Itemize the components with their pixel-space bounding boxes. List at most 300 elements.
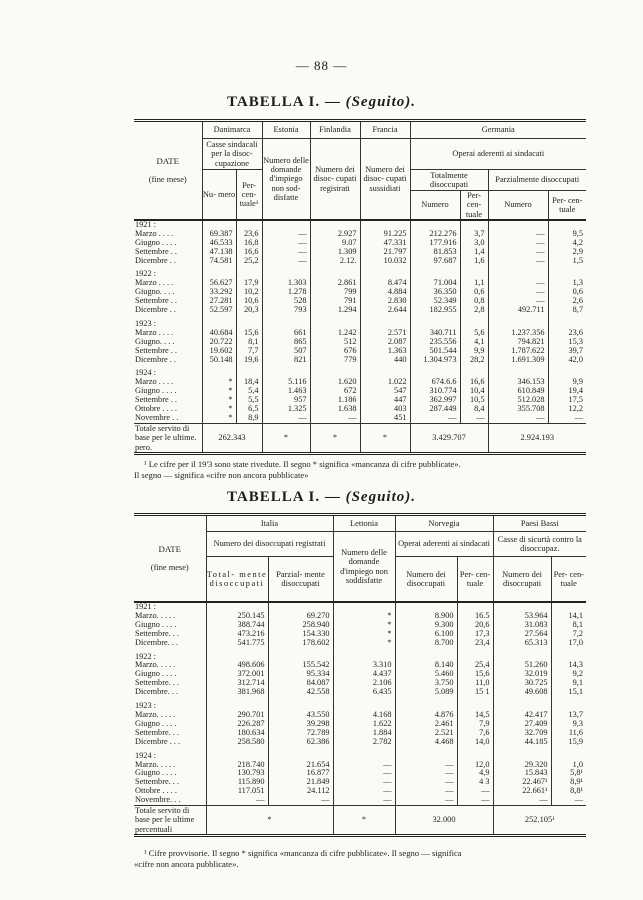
t1-total-francia: * [360, 423, 410, 452]
cell: 512.028 [488, 396, 548, 405]
row-label: Dicembre. . . [135, 688, 179, 697]
cell: 403 [360, 405, 410, 414]
cell: 27.281 [202, 297, 236, 306]
cell: 528 [262, 297, 310, 306]
cell: 15,9 [551, 738, 586, 747]
cell: 42.558 [268, 688, 333, 697]
cell: 10,2 [236, 288, 262, 297]
cell: 51.260 [493, 661, 551, 670]
cell [333, 752, 395, 761]
row-label: Novembre. . . [135, 796, 181, 805]
cell: 8,4 [460, 405, 488, 414]
cell: 1.242 [310, 329, 360, 338]
cell: 2.861 [310, 279, 360, 288]
t1-estonia-sub: Numero delle domande d'impiego non sod- disfatte [262, 139, 310, 219]
cell: 15,1 [551, 688, 586, 697]
cell: — [488, 297, 548, 306]
cell [310, 320, 360, 329]
cell: 21.797 [360, 248, 410, 257]
cell: 8,7 [548, 306, 586, 315]
cell: 32.709 [493, 729, 551, 738]
cell: 6,5 [236, 405, 262, 414]
cell [202, 220, 236, 230]
cell: 16,6 [236, 248, 262, 257]
row-label: Giugno . . . . [135, 719, 177, 728]
cell [202, 270, 236, 279]
cell: 15,3 [548, 338, 586, 347]
table-1 [134, 119, 586, 455]
cell: 17,0 [551, 639, 586, 648]
t1-totalmente-header: Totalmente disoccupati [410, 170, 488, 191]
table-row [134, 329, 586, 338]
cell: — [488, 414, 548, 423]
cell: 24.112 [268, 787, 333, 796]
cell [457, 702, 493, 711]
t2-footnote [134, 848, 592, 870]
cell: 4 3 [457, 778, 493, 787]
cell: 0,6 [548, 288, 586, 297]
cell: 451 [360, 414, 410, 423]
cell [493, 752, 551, 761]
table-row [134, 405, 586, 414]
cell: 11,6 [551, 729, 586, 738]
t2-norvegia-header: Norvegia [395, 515, 493, 532]
cell [262, 369, 310, 378]
cell [310, 270, 360, 279]
cell: 1.186 [310, 396, 360, 405]
cell: 447 [360, 396, 410, 405]
row-label: Ottobre . . . . [135, 405, 177, 414]
table-row [134, 621, 586, 630]
cell: 15.843 [493, 769, 551, 778]
cell: — [457, 787, 493, 796]
cell: 10.032 [360, 257, 410, 266]
cell: 52.597 [202, 306, 236, 315]
cell: 12,0 [457, 761, 493, 770]
t1-francia-header: Francia [360, 121, 410, 139]
cell: * [333, 612, 395, 621]
table-row [134, 630, 586, 639]
cell: 1.691.309 [488, 356, 548, 365]
year-row [134, 752, 586, 761]
year-row [134, 369, 586, 378]
cell: 5,5 [236, 396, 262, 405]
table-row [134, 239, 586, 248]
t2-total-lettonia: * [333, 806, 395, 835]
cell: 1.022 [360, 378, 410, 387]
cell: 1,0 [551, 761, 586, 770]
t1-date-header: DATE (fine mese) [134, 121, 202, 219]
cell: 2.106 [333, 679, 395, 688]
cell: 779 [310, 356, 360, 365]
table-row [134, 769, 586, 778]
table-2 [134, 513, 586, 837]
cell: 7,6 [457, 729, 493, 738]
cell [395, 653, 457, 662]
t1-total-row [134, 423, 586, 452]
row-label: Marzo. . . . . [135, 760, 176, 769]
cell [262, 220, 310, 230]
cell [206, 752, 268, 761]
t1-finlandia-header: Finlandia [310, 121, 360, 139]
t1-estonia-header: Estonia [262, 121, 310, 139]
table-row [134, 778, 586, 787]
cell: 53.964 [493, 612, 551, 621]
cell: 7,9 [457, 720, 493, 729]
cell: 5,8¹ [551, 769, 586, 778]
cell: 23,6 [548, 329, 586, 338]
cell [493, 702, 551, 711]
cell [410, 369, 460, 378]
cell: 3,0 [460, 239, 488, 248]
cell [206, 702, 268, 711]
cell: 20,3 [236, 306, 262, 315]
t1-perc3-header: Per- cen- tuale [548, 191, 586, 219]
cell: 9,9 [460, 347, 488, 356]
cell: 1.463 [262, 387, 310, 396]
row-label: Marzo . . . . [135, 229, 174, 238]
row-label: Dicembre. . . [135, 638, 179, 647]
cell [551, 653, 586, 662]
row-label: 1923 : [135, 319, 156, 328]
cell: 39,7 [548, 347, 586, 356]
cell: — [206, 796, 268, 805]
cell: 258.940 [268, 621, 333, 630]
cell: 2.461 [395, 720, 457, 729]
cell [206, 602, 268, 612]
cell: 15,6 [457, 670, 493, 679]
table-row [134, 378, 586, 387]
cell: * [202, 396, 236, 405]
cell: 52.349 [410, 297, 460, 306]
cell: 865 [262, 338, 310, 347]
cell: 1.303 [262, 279, 310, 288]
cell: 19,6 [236, 356, 262, 365]
cell: 440 [360, 356, 410, 365]
cell: 8,1 [551, 621, 586, 630]
cell: — [395, 796, 457, 805]
cell [548, 369, 586, 378]
cell: 22.661¹ [493, 787, 551, 796]
cell: 49.608 [493, 688, 551, 697]
t2-parzialmente-header: Parzial- mente disoccupati [268, 557, 333, 602]
cell: 43.550 [268, 711, 333, 720]
cell: 72.789 [268, 729, 333, 738]
t2-footnote-line-1: ¹ Cifre provvisorie. Il segno * significa «mancanza di cifre pubblicate». Il segno — significa [144, 848, 462, 858]
row-label: Giugno . . . . [135, 620, 177, 629]
cell: 4.168 [333, 711, 395, 720]
cell: 1.638 [310, 405, 360, 414]
row-label: 1922 : [135, 652, 156, 661]
cell: 180.634 [206, 729, 268, 738]
table-row [134, 720, 586, 729]
cell [410, 320, 460, 329]
row-label: 1924 : [135, 751, 156, 760]
cell: 4.876 [395, 711, 457, 720]
cell: 4.437 [333, 670, 395, 679]
cell: 19,4 [548, 387, 586, 396]
table-row [134, 230, 586, 239]
cell: 42,0 [548, 356, 586, 365]
cell: — [488, 257, 548, 266]
cell: 19.602 [202, 347, 236, 356]
year-row [134, 702, 586, 711]
row-label: 1922 : [135, 270, 156, 279]
cell: 8,9 [236, 414, 262, 423]
cell [460, 320, 488, 329]
row-label: Ottobre . . . . [135, 787, 177, 796]
t2-pb-sub: Casse di sicurtà contro la disoccupaz. [493, 532, 586, 557]
cell: — [488, 279, 548, 288]
row-label: Marzo. . . . . [135, 611, 176, 620]
row-label: Marzo . . . . [135, 328, 174, 337]
cell: 27.564 [493, 630, 551, 639]
cell: 541.775 [206, 639, 268, 648]
t2-italia-sub: Numero dei disoccupati registrati [206, 532, 333, 557]
cell: 12,2 [548, 405, 586, 414]
cell: 16.5 [457, 612, 493, 621]
cell: 507 [262, 347, 310, 356]
cell [488, 270, 548, 279]
cell: 9,2 [551, 670, 586, 679]
cell: 7,2 [551, 630, 586, 639]
row-label: Giugno. . . . [135, 337, 175, 346]
cell [333, 702, 395, 711]
table-row [134, 387, 586, 396]
row-label: Dicembre . . . [135, 737, 181, 746]
cell: 2.830 [360, 297, 410, 306]
cell: 791 [310, 297, 360, 306]
cell: 1,5 [548, 257, 586, 266]
t1-operai-header: Operai aderenti ai sindacati [410, 139, 586, 170]
cell [457, 752, 493, 761]
cell: 235.556 [410, 338, 460, 347]
cell [460, 369, 488, 378]
t2-totalmente-header: Total- mente disoccupati [206, 557, 268, 602]
cell: 2,8 [460, 306, 488, 315]
cell: 33.292 [202, 288, 236, 297]
cell: 14,1 [551, 612, 586, 621]
cell: 355.708 [488, 405, 548, 414]
cell [460, 270, 488, 279]
cell: — [262, 239, 310, 248]
cell [488, 220, 548, 230]
cell: 2.644 [360, 306, 410, 315]
cell: 547 [360, 387, 410, 396]
cell: 3,7 [460, 230, 488, 239]
cell: 10,6 [236, 297, 262, 306]
row-label: Settembre . . [135, 297, 177, 306]
row-label: Settembre. . . [135, 728, 180, 737]
cell: 0,8 [460, 297, 488, 306]
t1-total-parzialmente: 2.924.193 [488, 423, 586, 452]
cell: 16.877 [268, 769, 333, 778]
cell: 2.12. [310, 257, 360, 266]
cell: 16,6 [460, 378, 488, 387]
cell: 1,1 [460, 279, 488, 288]
cell [360, 270, 410, 279]
table-row [134, 396, 586, 405]
cell [488, 369, 548, 378]
cell: 610.849 [488, 387, 548, 396]
t2-numero-header: Numero dei disoccupati [395, 557, 457, 602]
cell: 1,4 [460, 248, 488, 257]
cell: 23,4 [457, 639, 493, 648]
t1-footnote-line-2: Il segno — significa «cifre non ancora pubblicate» [134, 470, 309, 480]
cell: 1.309 [310, 248, 360, 257]
cell: 4.884 [360, 288, 410, 297]
year-row [134, 320, 586, 329]
row-label: Settembre . . [135, 346, 177, 355]
cell: 95.334 [268, 670, 333, 679]
cell: 287.449 [410, 405, 460, 414]
table-row [134, 688, 586, 697]
t1-casse-header: Casse sindacali per la disoc- cupazione [202, 139, 262, 170]
cell: — [333, 778, 395, 787]
cell: — [548, 414, 586, 423]
cell: — [395, 761, 457, 770]
cell [360, 320, 410, 329]
row-label: Marzo. . . . . [135, 661, 176, 670]
cell: — [262, 257, 310, 266]
cell: 178.602 [268, 639, 333, 648]
cell: 1.325 [262, 405, 310, 414]
cell: 9.300 [395, 621, 457, 630]
cell: 62.386 [268, 738, 333, 747]
cell: 117.051 [206, 787, 268, 796]
cell: 7,7 [236, 347, 262, 356]
t1-parzialmente-header: Parzialmente disoccupati [488, 170, 586, 191]
cell: 1.620 [310, 378, 360, 387]
cell: 71.004 [410, 279, 460, 288]
cell: 39.298 [268, 720, 333, 729]
t1-footnote-line-1: ¹ Le cifre per il 19'3 sono state rivedute. Il segno * significa «mancanza di cifre pubblicate». [144, 459, 461, 469]
cell: — [410, 414, 460, 423]
t1-numero2-header: Numero [410, 191, 460, 219]
cell: 27.409 [493, 720, 551, 729]
cell: 13,7 [551, 711, 586, 720]
row-label: 1921 : [135, 602, 156, 611]
cell: — [460, 414, 488, 423]
cell [410, 270, 460, 279]
table-row [134, 729, 586, 738]
cell: 4.468 [395, 738, 457, 747]
table-row [134, 356, 586, 365]
cell [206, 653, 268, 662]
cell: 84.087 [268, 679, 333, 688]
cell: 17,9 [236, 279, 262, 288]
table-row [134, 639, 586, 648]
cell: 793 [262, 306, 310, 315]
cell: 957 [262, 396, 310, 405]
cell: — [488, 230, 548, 239]
row-label: Giugno . . . . [135, 238, 177, 247]
cell: 1.363 [360, 347, 410, 356]
cell: 9,1 [551, 679, 586, 688]
cell: 3.750 [395, 679, 457, 688]
year-row [134, 602, 586, 612]
cell: 290.701 [206, 711, 268, 720]
cell: 15,6 [236, 329, 262, 338]
t1-perc2-header: Per- cen- tuale [460, 191, 488, 219]
cell: * [333, 621, 395, 630]
cell [493, 602, 551, 612]
t2-total-row [134, 806, 586, 835]
cell: 362.997 [410, 396, 460, 405]
cell: * [202, 378, 236, 387]
t2-total-paesi-bassi: 252.105¹ [493, 806, 586, 835]
row-label: Dicembre . . [135, 256, 177, 265]
cell [262, 270, 310, 279]
cell: 69.387 [202, 230, 236, 239]
cell [202, 369, 236, 378]
table-row [134, 306, 586, 315]
cell: 3.310 [333, 661, 395, 670]
t2-lettonia-header: Lettonia [333, 515, 395, 532]
cell [202, 320, 236, 329]
t1-danimarca-header: Danimarca [202, 121, 262, 139]
t1-francia-sub: Numero dei disoc- cupati sussidiati [360, 139, 410, 219]
cell: — [333, 796, 395, 805]
t1-total-totalmente: 3.429.707 [410, 423, 488, 452]
cell: 0,6 [460, 288, 488, 297]
row-label: Giugno . . . . [135, 387, 177, 396]
cell: * [202, 387, 236, 396]
cell: 17,5 [548, 396, 586, 405]
cell: * [333, 639, 395, 648]
cell: 14,0 [457, 738, 493, 747]
t1-germania-header: Germania [410, 121, 586, 139]
cell: 50.148 [202, 356, 236, 365]
cell: 20.722 [202, 338, 236, 347]
cell: 25,4 [457, 661, 493, 670]
cell: — [395, 778, 457, 787]
cell: 821 [262, 356, 310, 365]
row-label: Giugno. . . . [135, 288, 175, 297]
cell [410, 220, 460, 230]
table-row [134, 288, 586, 297]
row-label: Settembre . . [135, 396, 177, 405]
cell: 155.542 [268, 661, 333, 670]
cell: 56.627 [202, 279, 236, 288]
cell [333, 653, 395, 662]
cell [268, 752, 333, 761]
t2-numero2-header: Numero dei disoccupati [493, 557, 551, 602]
row-label: Giugno . . . . [135, 670, 177, 679]
cell: 312.714 [206, 679, 268, 688]
cell: 9,9 [548, 378, 586, 387]
cell: — [488, 248, 548, 257]
t2-total-norvegia: 32.000 [395, 806, 493, 835]
cell: 799 [310, 288, 360, 297]
cell: 492.711 [488, 306, 548, 315]
cell: 258.580 [206, 738, 268, 747]
cell: 5.089 [395, 688, 457, 697]
cell: 17,3 [457, 630, 493, 639]
cell: 1.294 [310, 306, 360, 315]
cell [268, 702, 333, 711]
t2-italia-header: Italia [206, 515, 333, 532]
cell: 2.782 [333, 738, 395, 747]
year-row [134, 270, 586, 279]
cell: 22.467¹ [493, 778, 551, 787]
row-label: Settembre. . . [135, 778, 180, 787]
page-number: — 88 — [295, 58, 348, 73]
cell: 5.116 [262, 378, 310, 387]
cell: — [333, 761, 395, 770]
cell [360, 369, 410, 378]
t2-paesi-bassi-header: Paesi Bassi [493, 515, 586, 532]
